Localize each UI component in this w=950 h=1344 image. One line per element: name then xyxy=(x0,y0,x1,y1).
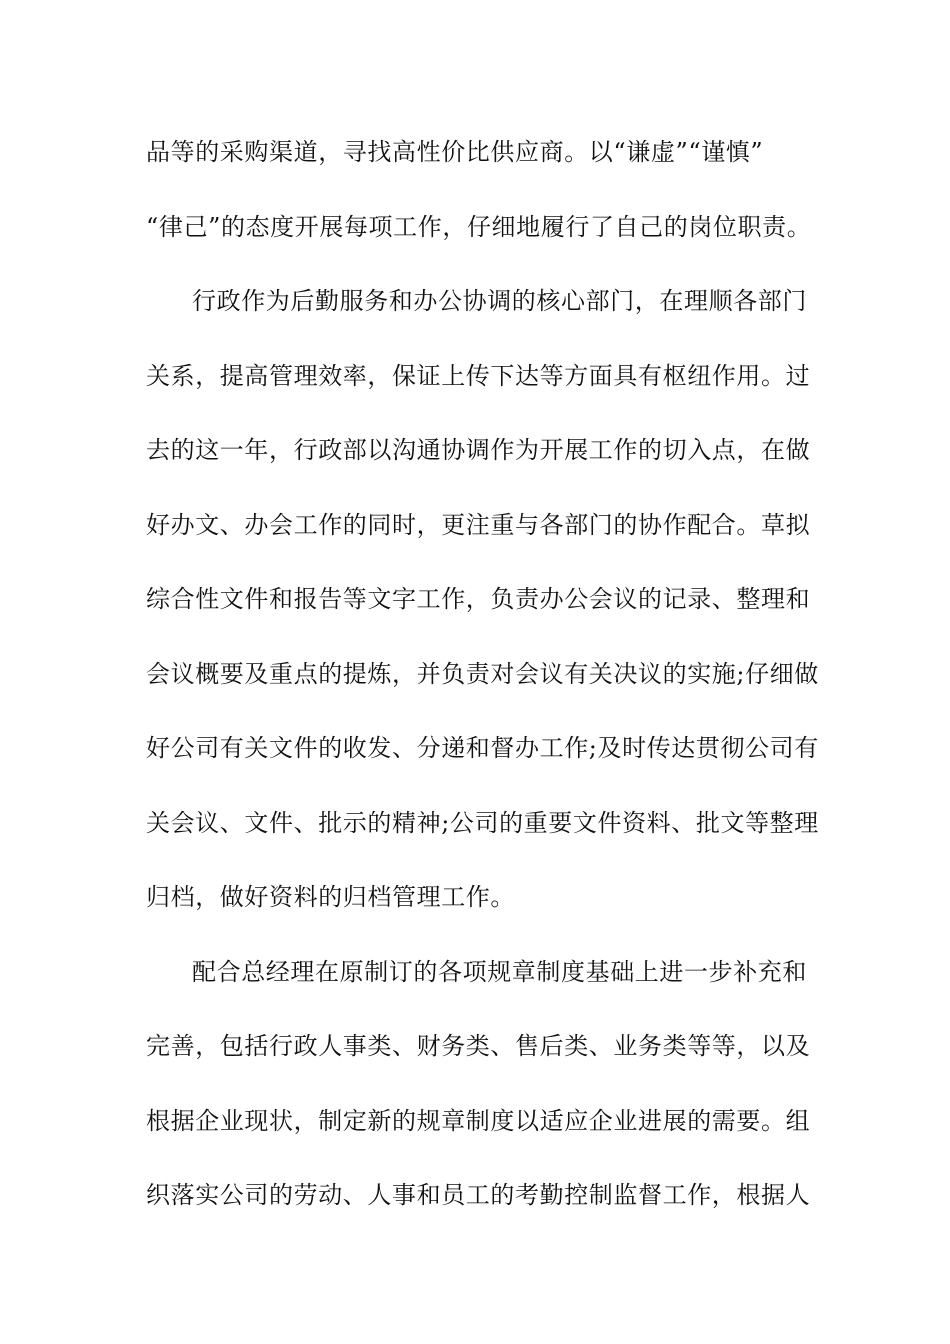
paragraph-start-line: 行政作为后勤服务和办公协调的核心部门，在理顺各部门 xyxy=(192,287,807,315)
text-line: “律己”的态度开展每项工作，仔细地履行了自己的岗位职责。 xyxy=(146,212,812,241)
text-line: 综合性文件和报告等文字工作，负责办公会议的记录、整理和 xyxy=(146,585,811,613)
text-line: 完善，包括行政人事类、财务类、售后类、业务类等等，以及 xyxy=(146,1032,811,1060)
text-line: 归档，做好资料的归档管理工作。 xyxy=(146,883,515,911)
text-line: 好办文、办会工作的同时，更注重与各部门的协作配合。草拟 xyxy=(146,510,811,539)
text-line: 根据企业现状，制定新的规章制度以适应企业进展的需要。组 xyxy=(146,1106,811,1135)
text-line: 会议概要及重点的提炼，并负责对会议有关决议的实施;仔细做 xyxy=(146,659,819,688)
text-line: 织落实公司的劳动、人事和员工的考勤控制监督工作，根据人 xyxy=(146,1181,811,1209)
text-line: 去的这一年，行政部以沟通协调作为开展工作的切入点，在做 xyxy=(146,436,811,464)
text-line: 好公司有关文件的收发、分递和督办工作;及时传达贯彻公司有 xyxy=(146,734,819,762)
document-body xyxy=(146,129,819,1247)
text-line: 关会议、文件、批示的精神;公司的重要文件资料、批文等整理 xyxy=(146,808,819,837)
paragraph-start-line: 配合总经理在原制订的各项规章制度基础上进一步补充和 xyxy=(192,957,807,986)
text-line: 关系，提高管理效率，保证上传下达等方面具有枢纽作用。过 xyxy=(146,361,811,390)
text-line: 品等的采购渠道，寻找高性价比供应商。以“谦虚”“谨慎” xyxy=(146,138,764,166)
